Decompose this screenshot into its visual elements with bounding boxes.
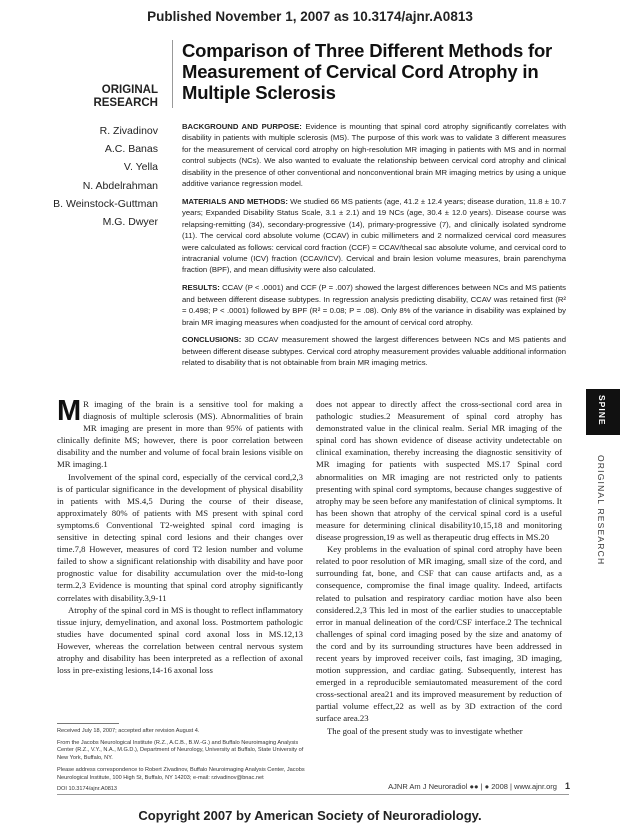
abstract-label: RESULTS:	[182, 283, 220, 293]
journal-citation: AJNR Am J Neuroradiol ●● | ● 2008 | www.ajnr.org	[388, 782, 557, 791]
body-paragraph: Key problems in the evaluation of spinal cord atrophy have been related to poor resolution of MR imaging, small size of the cord, and surrounding fat, bone, and CSF that can cause artifacts and, as a consequence, compromise the final image quality. Indeed, artifacts related to pulsation and respiratory cardiac motion have also been considered.2,3 This led in most of the earlier studies to unacceptable error in manual delineation of the cord/CSF interface.2 The technical challenges of spinal cord imaging posed by the size and anatomy of the cord and by its surrounding structures have been addressed in recent years by improved receiver coils, fast imaging, 3D imaging, motion suppression, and cardiac gating. Subsequently, interest has emerged in a reproducible semiautomated measurement of the cord cross-sectional area21 and its improved measurement by reduction of partial volume effect,22 as well as by 3D extraction of the cord surface area.23	[316, 544, 562, 724]
footnote-divider	[57, 723, 119, 724]
section-label-line: ORIGINAL	[101, 84, 158, 96]
abstract-results	[182, 282, 566, 328]
body-column-right	[316, 398, 562, 737]
abstract	[182, 121, 566, 375]
body-paragraph: The goal of the present study was to investigate whether	[327, 725, 523, 736]
footnote: DOI 10.3174/ajnr.A0813	[57, 786, 118, 793]
body-paragraph: Atrophy of the spinal cord in MS is thought to reflect inflammatory tissue injury, demyelination, and axonal loss. Postmortem pathologic studies have documented spinal cord axonal loss in MS.12,13 However, whereas the correlation between central nervous system atrophy and disability has been interpreted as a reflection of axonal loss in pre-existing lesions,14-16 axonal loss	[57, 604, 303, 676]
abstract-text: 3D CCAV measurement showed the largest differences between NCs and MS patients and between different disease subtypes. Cervical cord atrophy measurement provides valuable additional information related to disability that is not obtainable from brain MR imaging metrics.	[182, 335, 566, 368]
author: N. Abdelrahman	[82, 179, 158, 192]
spine-tab-label: SPINE	[597, 395, 607, 426]
author: A.C. Banas	[104, 143, 158, 156]
abstract-label: BACKGROUND AND PURPOSE:	[182, 122, 302, 131]
copyright-banner: Copyright 2007 by American Society of Neuroradiology.	[138, 808, 482, 823]
abstract-text: Evidence is mounting that spinal cord atrophy significantly correlates with disability in patients with multiple sclerosis (MS). The purpose of this work was to validate 3 different measures for the measurement of cervical cord atrophy on high-resolution MR imaging in patients with MS and in normal control subjects (NCs). We also wanted to evaluate the relationship between cervical cord atrophy and clinical disability in the presence of other conventional and nonconventional brain MR imaging metrics by using a unique additive variance regression model.	[182, 122, 567, 189]
abstract-text: CCAV (P < .0001) and CCF (P = .007) showed the largest differences between NCs and MS patients and between different disease subtypes. In regression analysis predicting disability, CCAV was retained first (R² = 0.498; P < .0001) followed by BPF (R² = 0.08; P = .08). Only 8% of the variance in disability was explained by brain MR imaging measures when coadjusted for the amount of cervical cord atrophy.	[182, 283, 566, 327]
page-number: 1	[564, 781, 570, 791]
abstract-methods	[182, 196, 566, 276]
abstract-label: MATERIALS AND METHODS:	[182, 196, 288, 206]
author: R. Zivadinov	[99, 125, 158, 137]
body-column-left	[57, 395, 303, 676]
original-research-vertical-label: ORIGINAL RESEARCH	[596, 455, 606, 566]
body-paragraph	[57, 395, 303, 471]
author: M.G. Dwyer	[102, 216, 158, 229]
footnote: Please address correspondence to Robert Zivadinov, Buffalo Neuroimaging Analysis Center, Jacobs Neurological Institute, 100 High St, Buffalo, NY 14203; e-mail: rzivadinov@bnac.net	[57, 766, 305, 781]
journal-footer	[388, 781, 570, 791]
abstract-background	[182, 121, 566, 189]
article-title: Comparison of Three Different Methods for Measurement of Cervical Cord Atrophy in Multiple Sclerosis	[182, 40, 553, 103]
title-divider	[172, 40, 173, 108]
drop-cap: M	[57, 395, 82, 427]
section-label-line: RESEARCH	[93, 97, 158, 109]
footnote: Received July 18, 2007; accepted after revision August 4.	[57, 728, 200, 734]
footnotes	[57, 728, 307, 798]
footnote: From the Jacobs Neurological Institute (R.Z., A.C.B., B.W.-G.) and Buffalo Neuroimaging Analysis Center (R.Z., V.Y., N.A., M.G.D.), Department of Neurology, University at Buffalo, State University of New York, Buffalo, NY.	[57, 739, 304, 762]
abstract-text: We studied 66 MS patients (age, 41.2 ± 12.4 years; disease duration, 11.8 ± 10.7 years; Expanded Disability Status Scale, 3.1 ± 2.1) and 19 NCs (age, 30.4 ± 12.0 years). Disease course was relapsing-remitting (34), secondary-progressive (14), primary-progressive (7), and clinically isolated syndrome (11). The cervical cord absolute volume (CCAV) in cubic millimeters and 2 normalized cervical cord measures were calculated as follows: cervical cord fraction (CCF) = CCAV/thecal sac absolute volume, and cervical cord to intracranial volume (ICV) fraction (CCAV/ICV). Cervical and brain lesion volume measures, brain parenchyma fraction (BPF), and mean diffusivity were also calculated.	[182, 196, 566, 275]
footer-divider	[57, 794, 569, 795]
published-banner: Published November 1, 2007 as 10.3174/ajnr.A0813	[147, 9, 473, 24]
author-list	[53, 122, 158, 231]
body-paragraph: does not appear to directly affect the cross-sectional cord area in pathologic studies.2 Measurement of spinal cord atrophy has demonstrated value in the clinical realm. Serial MR imaging of the spinal cord has shown evidence of disease activity undetectable on clinical examination, thereby increasing the diagnostic sensitivity of MR imaging for patients with suspected MS.17 Spinal cord abnormalities on MR imaging are not restricted only to patients presenting with spinal cord symptoms, because changes suggestive of atrophy may be seen before any manifestation of clinical symptoms. It has been shown that atrophy of the cervical spinal cord is a useful measure for determining clinical disability10,15,18 and monitoring disease progression,19 as well as therapeutic drug effects in MS.20	[316, 399, 562, 543]
author: B. Weinstock-Guttman	[53, 197, 158, 210]
paragraph-text: R imaging of the brain is a sensitive tool for making a diagnosis of multiple sclerosis (MS). Abnormalities of brain MR imaging are present in more than 95% of patients with clinically definite MS; however, there is poor correlation between disability and the number and volume of focal brain lesions visible on MR imaging.1	[57, 399, 303, 470]
section-label	[93, 84, 158, 110]
abstract-conclusions	[182, 334, 566, 368]
author: V. Yella	[123, 161, 158, 174]
body-paragraph: Involvement of the spinal cord, especially of the cervical cord,2,3 is of particular significance in the development of physical disability in patients with MS.4,5 During the course of their disease, approximately 80% of patients with MS present with spinal cord symptoms.6 Conventional T2-weighted spinal cord imaging is sensitive in detecting spinal cord lesions and their changes over time.7,8 However, measures of cord T2 lesion number and volume failed to show a significant relationship with disability and have poor prognostic value for disability accumulation over the mid-to-long term.2,3 Evidence is mounting that spinal cord atrophy significantly correlates with disability.3,9-11	[57, 471, 303, 603]
abstract-label: CONCLUSIONS:	[182, 335, 242, 345]
